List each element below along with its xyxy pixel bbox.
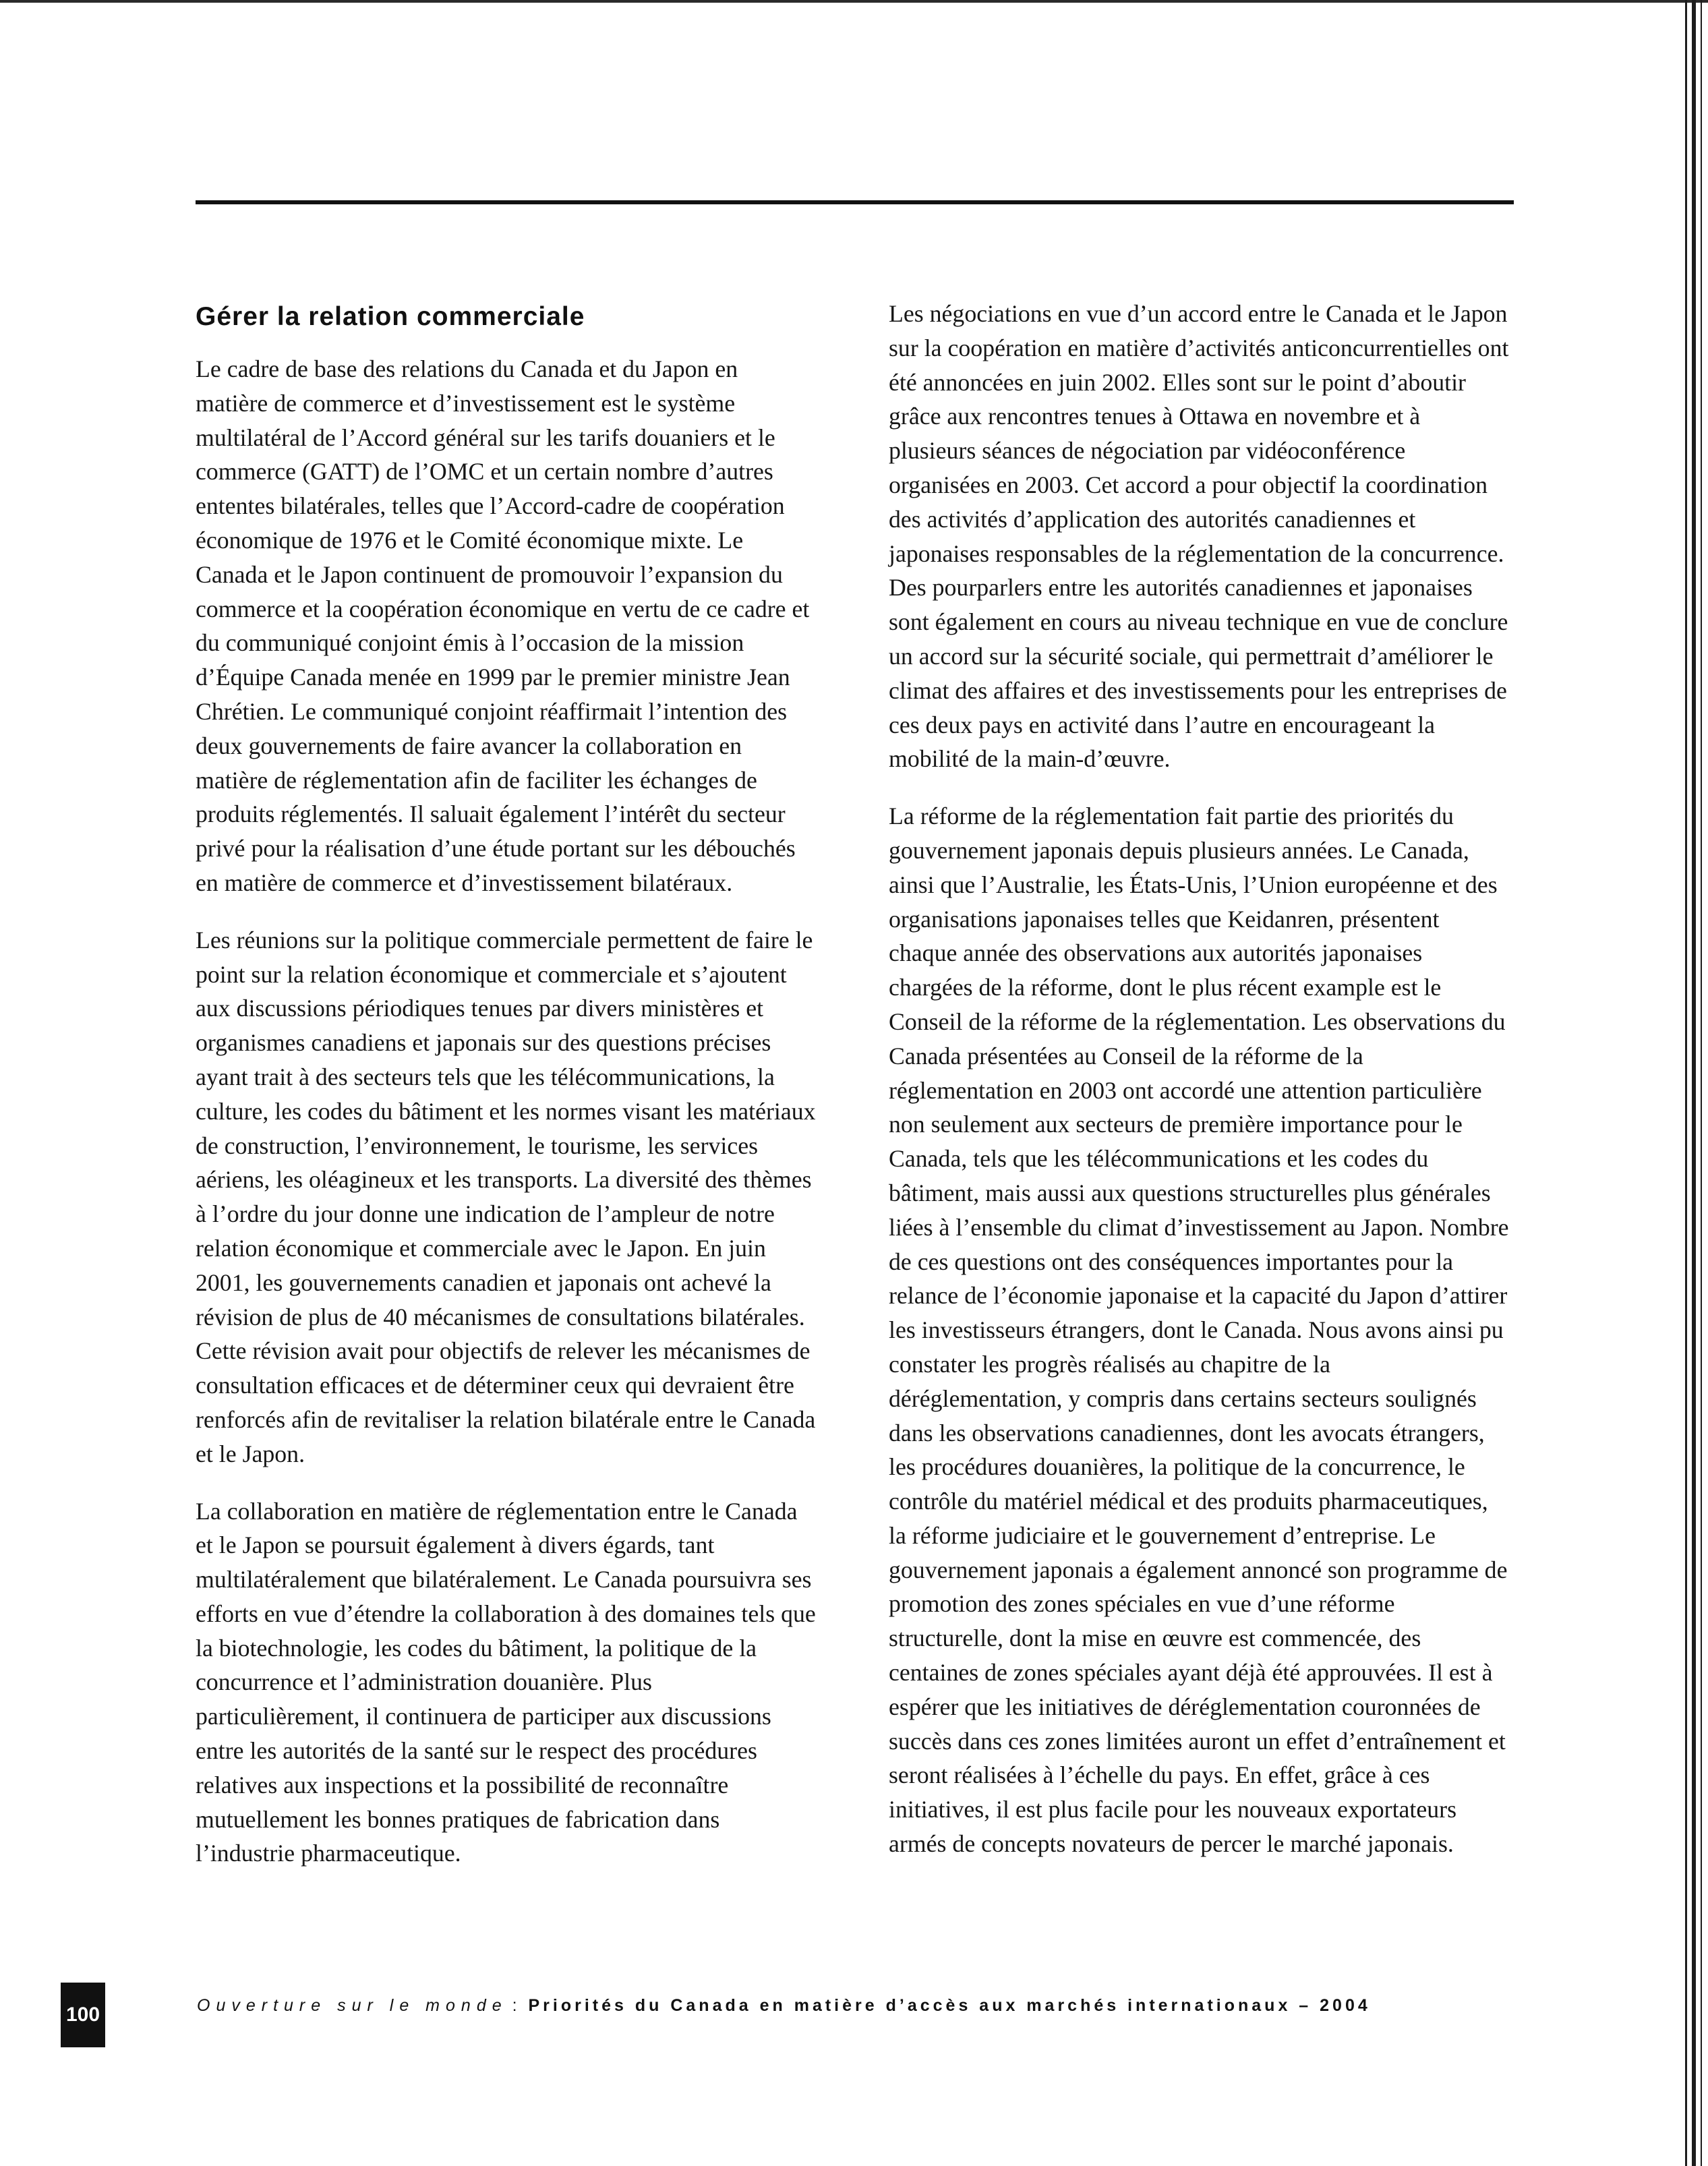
footer-series: Ouverture sur le monde xyxy=(197,1996,508,2015)
header-rule xyxy=(196,200,1514,204)
page-footer xyxy=(0,1969,1708,2050)
paragraph: Les négociations en vue d’un accord entre le Canada et le Japon sur la coopération en matière d’activités anticoncurrentielles ont été annoncées en juin 2002. Elles sont sur le point d’aboutir grâce aux rencontres tenues à Ottawa en novembre et à plusieurs séances de négociation par vidéoconférence organisées en 2003. Cet accord a pour objectif la coordination des activités d’application des autorités canadiennes et japonaises responsables de la réglementation de la concurrence. Des pourparlers entre les autorités canadiennes et japonaises sont également en cours au niveau technique en vue de conclure un accord sur la sécurité sociale, qui permettrait d’améliorer le climat des affaires et des investissements pour les entreprises de ces deux pays en activité dans l’autre en encourageant la mobilité de la main-d’œuvre. xyxy=(889,300,1509,773)
page-right-edge xyxy=(1685,0,1687,2166)
footer-separator: : xyxy=(512,1996,517,2015)
paragraph: Les réunions sur la politique commerciale permettent de faire le point sur la relation économique et commerciale et s’ajoutent aux discussions périodiques tenues par divers ministères et organismes canadiens et japonais sur des questions précises ayant trait à des secteurs tels que les télécommunications, la culture, les codes du bâtiment et les normes visant les matériaux de construction, l’environnement, le tourisme, les services aériens, les oléagineux et les transports. La diversité des thèmes à l’ordre du jour donne une indication de l’ampleur de notre relation économique et commerciale avec le Japon. En juin 2001, les gouvernements canadien et japonais ont achevé la révision de plus de 40 mécanismes de consultations bilatérales. Cette révision avait pour objectifs de relever les mécanismes de consultation efficaces et de déterminer ceux qui devraient être renforcés afin de revitaliser la relation bilatérale entre le Canada et le Japon. xyxy=(196,926,816,1467)
left-column xyxy=(196,297,816,1894)
right-column xyxy=(889,297,1509,1884)
section-heading: Gérer la relation commerciale xyxy=(196,302,585,331)
page-right-edge-inner xyxy=(1692,0,1696,2166)
page-number: 100 xyxy=(61,1983,105,2047)
paragraph: La collaboration en matière de réglementation entre le Canada et le Japon se poursuit également à divers égards, tant multilatéralement que bilatéralement. Le Canada poursuivra ses efforts en vue d’étendre la collaboration à des domaines tels que la biotechnologie, les codes du bâtiment, la politique de la concurrence et l’administration douanière. Plus particulièrement, il continuera de participer aux discussions entre les autorités de la santé sur le respect des procédures relatives aux inspections et la possibilité de reconnaître mutuellement les bonnes pratiques de fabrication dans l’industrie pharmaceutique. xyxy=(196,1497,816,1867)
paragraph: La réforme de la réglementation fait partie des priorités du gouvernement japonais depuis plusieurs années. Le Canada, ainsi que l’Australie, les États-Unis, l’Union européenne et des organisations japonaises telles que Keidanren, présentent chaque année des observations aux autorités japonaises chargées de la réforme, dont le plus récent example est le Conseil de la réforme de la réglementation. Les observations du Canada présentées au Conseil de la réforme de la réglementation en 2003 ont accordé une attention particulière non seulement aux secteurs de première importance pour le Canada, tels que les télécommunications et les codes du bâtiment, mais aussi aux questions structurelles plus générales liées à l’ensemble du climat d’investissement au Japon. Nombre de ces questions ont des conséquences importantes pour la relance de l’économie japonaise et la capacité du Japon d’attirer les investisseurs étrangers, dont le Canada. Nous avons ainsi pu constater les progrès réalisés au chapitre de la déréglementation, y compris dans certains secteurs soulignés dans les observations canadiennes, dont les avocats étrangers, les procédures douanières, la politique de la concurrence, le contrôle du matériel médical et des produits pharmaceutiques, la réforme judiciaire et le gouvernement d’entreprise. Le gouvernement japonais a également annoncé son programme de promotion des zones spéciales en vue d’une réforme structurelle, dont la mise en œuvre est commencée, des centaines de zones spéciales ayant déjà été approuvées. Il est à espérer que les initiatives de déréglementation couronnées de succès dans ces zones limitées auront un effet d’entraînement et seront réalisées à l’échelle du pays. En effet, grâce à ces initiatives, il est plus facile pour les nouveaux exportateurs armés de concepts novateurs de percer le marché japonais. xyxy=(889,802,1509,1858)
footer-title: Priorités du Canada en matière d’accès aux marchés internationaux – 2004 xyxy=(528,1996,1371,2015)
page-top-edge xyxy=(0,0,1708,3)
page-right-edge-outer xyxy=(1701,0,1702,2166)
paragraph: Le cadre de base des relations du Canada et du Japon en matière de commerce et d’investissement est le système multilatéral de l’Accord général sur les tarifs douaniers et le commerce (GATT) de l’OMC et un certain nombre d’autres ententes bilatérales, telles que l’Accord-cadre de coopération économique de 1976 et le Comité économique mixte. Le Canada et le Japon continuent de promouvoir l’expansion du commerce et la coopération économique en vertu de ce cadre et du communiqué conjoint émis à l’occasion de la mission d’Équipe Canada menée en 1999 par le premier ministre Jean Chrétien. Le communiqué conjoint réaffirmait l’intention des deux gouvernements de faire avancer la collaboration en matière de réglementation afin de faciliter les échanges de produits réglementés. Il saluait également l’intérêt du secteur privé pour la réalisation d’une étude portant sur les débouchés en matière de commerce et d’investissement bilatéraux. xyxy=(196,355,810,896)
running-footer xyxy=(197,1996,1371,2016)
